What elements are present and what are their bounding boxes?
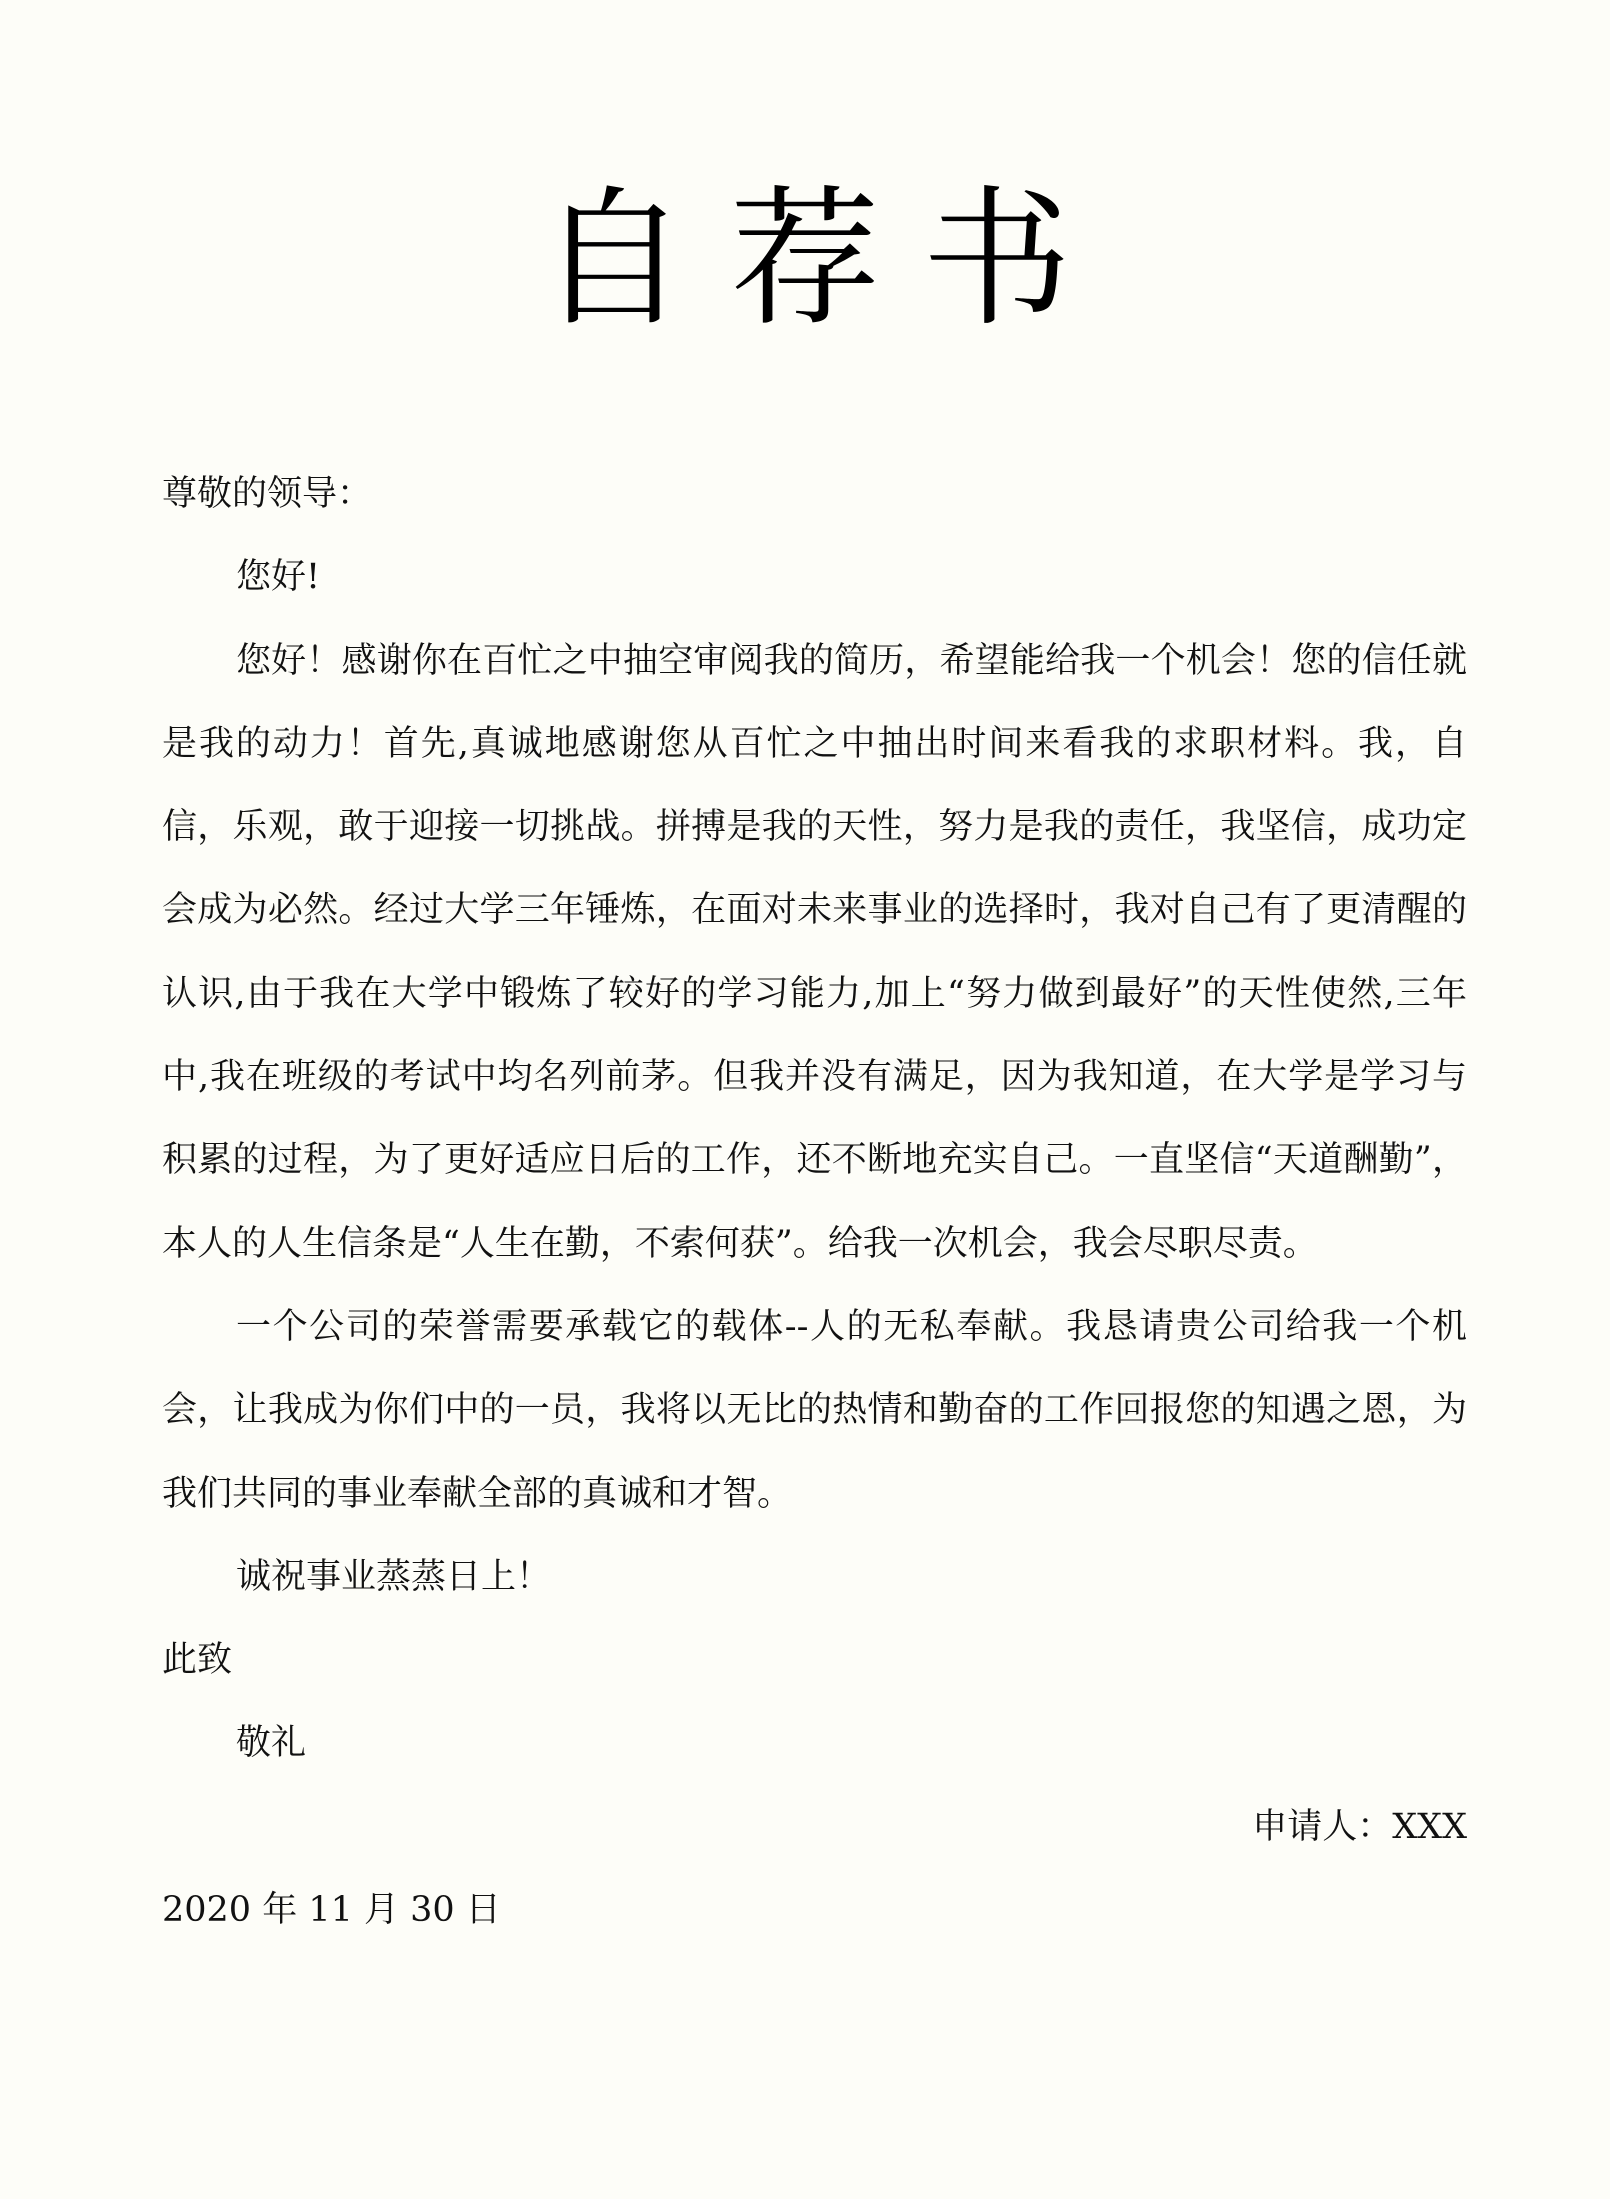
document-title: 自荐书 (537, 173, 1114, 347)
salutation: 尊敬的领导： (162, 474, 373, 514)
paragraph-1: 您好！感谢你在百忙之中抽空审阅我的简历，希望能给我一个机会！您的信任就是我的动力！首先,真诚地感谢您从百忙之中抽出时间来看我的求职材料。我，自信，乐观，敢于迎接一切挑战。拼搏是我的天性，努力是我的责任，我坚信，成功定会成为必然。经过大学三年锤炼，在面对未来事业的选择时，我对自己有了更清醒的认识,由于我在大学中锻炼了较好的学习能力,加上“努力做到最好”的天性使然,三年中,我在班级的考试中均名列前茅。但我并没有满足，因为我知道，在大学是学习与积累的过程，为了更好适应日后的工作，还不断地充实自己。一直坚信“天道酬勤”，本人的人生信条是“人生在勤，不索何获”。给我一次机会，我会尽职尽责。 (162, 640, 1467, 1264)
closing-line-2: 敬礼 (236, 1723, 307, 1764)
closing-line-1: 此致 (162, 1640, 233, 1681)
date-line: 2020 年 11 月 30 日 (162, 1890, 501, 1931)
greeting: 您好! (236, 557, 321, 598)
wish-line: 诚祝事业蒸蒸日上！ (236, 1556, 552, 1597)
signer-line: 申请人：XXX (1252, 1806, 1467, 1847)
paragraph-2: 一个公司的荣誉需要承载它的载体--人的无私奉献。我恳请贵公司给我一个机会，让我成为你们中的一员，我将以无比的热情和勤奋的工作回报您的知遇之恩，为我们共同的事业奉献全部的真诚和才智。 (162, 1306, 1467, 1514)
letter-body (162, 453, 1467, 1952)
